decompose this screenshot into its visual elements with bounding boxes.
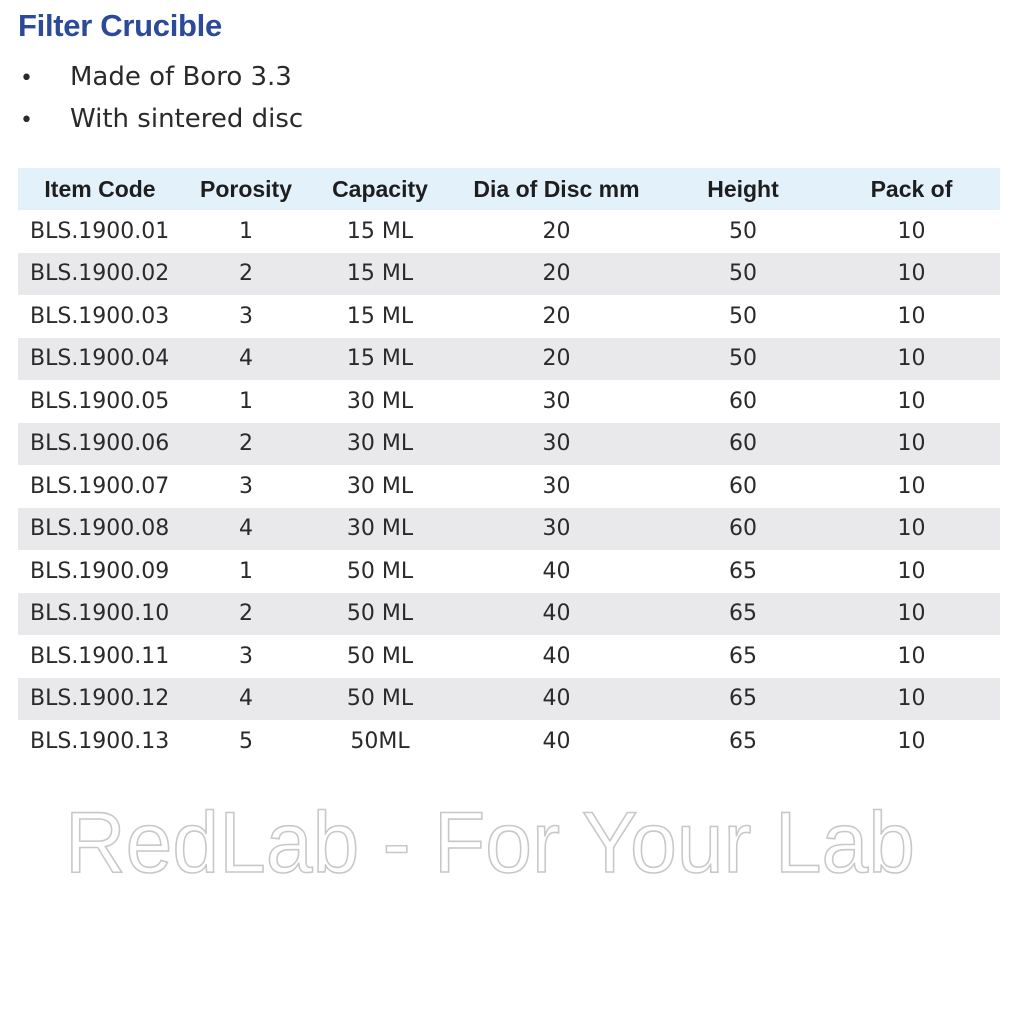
cell-height: 65: [663, 593, 823, 636]
cell-item-code: BLS.1900.10: [18, 593, 182, 636]
header-height: Height: [663, 168, 823, 210]
bullet-icon: •: [20, 108, 33, 133]
feature-text: With sintered disc: [70, 104, 304, 134]
cell-item-code: BLS.1900.12: [18, 678, 182, 721]
cell-disc-diameter: 40: [450, 593, 663, 636]
cell-pack-of: 10: [897, 728, 926, 754]
watermark-text: RedLab - For Your Lab: [65, 795, 915, 891]
table-row: [18, 295, 1000, 338]
cell-disc-diameter: 40: [450, 678, 663, 721]
cell-height: 65: [729, 558, 757, 584]
cell-item-code: BLS.1900.11: [30, 643, 170, 669]
cell-disc-diameter: 40: [542, 558, 571, 584]
cell-height: 65: [663, 678, 823, 721]
cell-disc-diameter: 20: [450, 338, 663, 381]
cell-pack-of: 10: [823, 253, 1000, 296]
cell-disc-diameter: 40: [542, 728, 571, 754]
cell-capacity: 15 ML: [346, 303, 414, 329]
cell-disc-diameter: 30: [450, 423, 663, 466]
cell-item-code: BLS.1900.03: [30, 303, 170, 329]
cell-height: 50: [729, 218, 757, 244]
watermark: [0, 790, 1024, 900]
bullet-icon: •: [20, 66, 33, 91]
cell-height: 65: [729, 728, 757, 754]
cell-item-code: BLS.1900.01: [30, 218, 170, 244]
cell-height: 60: [729, 388, 757, 414]
cell-disc-diameter: 20: [542, 303, 571, 329]
cell-capacity: 15 ML: [310, 338, 450, 381]
cell-disc-diameter: 20: [542, 218, 571, 244]
table-row: [18, 550, 1000, 593]
header-capacity: Capacity: [310, 168, 450, 210]
cell-pack-of: 10: [897, 643, 926, 669]
cell-porosity: 3: [239, 473, 253, 499]
table-row: [18, 338, 1000, 381]
cell-capacity: 50 ML: [346, 558, 414, 584]
cell-item-code: BLS.1900.13: [30, 728, 170, 754]
cell-pack-of: 10: [823, 678, 1000, 721]
table-row: [18, 253, 1000, 296]
table-row: [18, 423, 1000, 466]
cell-disc-diameter: 40: [542, 643, 571, 669]
cell-pack-of: 10: [897, 388, 926, 414]
cell-porosity: 1: [239, 218, 253, 244]
table-header-row: [18, 168, 1000, 210]
cell-item-code: BLS.1900.04: [18, 338, 182, 381]
table-row: [18, 635, 1000, 678]
product-table: [18, 168, 1000, 763]
cell-pack-of: 10: [823, 508, 1000, 551]
cell-height: 60: [663, 423, 823, 466]
cell-porosity: 4: [182, 678, 310, 721]
cell-porosity: 3: [239, 303, 253, 329]
cell-item-code: BLS.1900.02: [18, 253, 182, 296]
cell-capacity: 50 ML: [310, 678, 450, 721]
header-item-code: Item Code: [18, 168, 182, 210]
cell-item-code: BLS.1900.09: [30, 558, 170, 584]
feature-list: [18, 56, 303, 140]
cell-porosity: 2: [182, 593, 310, 636]
table-row: [18, 210, 1000, 253]
cell-porosity: 4: [182, 338, 310, 381]
header-porosity: Porosity: [182, 168, 310, 210]
cell-disc-diameter: 30: [542, 388, 571, 414]
cell-height: 50: [663, 253, 823, 296]
cell-pack-of: 10: [823, 593, 1000, 636]
page-title: Filter Crucible: [18, 8, 222, 43]
cell-item-code: BLS.1900.05: [30, 388, 170, 414]
cell-height: 50: [729, 303, 757, 329]
cell-porosity: 1: [239, 388, 253, 414]
cell-height: 60: [729, 473, 757, 499]
feature-item: [18, 98, 303, 140]
cell-capacity: 30 ML: [310, 508, 450, 551]
cell-porosity: 2: [182, 423, 310, 466]
cell-porosity: 3: [239, 643, 253, 669]
cell-capacity: 30 ML: [310, 423, 450, 466]
cell-disc-diameter: 30: [450, 508, 663, 551]
table-row: [18, 508, 1000, 551]
cell-porosity: 1: [239, 558, 253, 584]
cell-height: 65: [729, 643, 757, 669]
cell-capacity: 30 ML: [346, 388, 414, 414]
cell-height: 60: [663, 508, 823, 551]
cell-height: 50: [663, 338, 823, 381]
table-row: [18, 720, 1000, 763]
cell-capacity: 50ML: [350, 728, 410, 754]
header-disc-diameter: Dia of Disc mm: [450, 168, 663, 210]
cell-pack-of: 10: [897, 218, 926, 244]
cell-capacity: 50 ML: [346, 643, 414, 669]
cell-item-code: BLS.1900.06: [18, 423, 182, 466]
cell-pack-of: 10: [897, 303, 926, 329]
cell-capacity: 50 ML: [310, 593, 450, 636]
feature-item: [18, 56, 303, 98]
cell-item-code: BLS.1900.07: [30, 473, 170, 499]
header-pack-of: Pack of: [823, 168, 1000, 210]
cell-porosity: 4: [182, 508, 310, 551]
table-row: [18, 465, 1000, 508]
table-row: [18, 380, 1000, 423]
cell-pack-of: 10: [823, 423, 1000, 466]
cell-capacity: 15 ML: [346, 218, 414, 244]
cell-pack-of: 10: [897, 558, 926, 584]
feature-text: Made of Boro 3.3: [70, 62, 292, 92]
cell-capacity: 30 ML: [346, 473, 414, 499]
cell-disc-diameter: 30: [542, 473, 571, 499]
cell-capacity: 15 ML: [310, 253, 450, 296]
table-row: [18, 678, 1000, 721]
table-row: [18, 593, 1000, 636]
cell-porosity: 5: [239, 728, 253, 754]
cell-porosity: 2: [182, 253, 310, 296]
cell-item-code: BLS.1900.08: [18, 508, 182, 551]
cell-disc-diameter: 20: [450, 253, 663, 296]
cell-pack-of: 10: [823, 338, 1000, 381]
cell-pack-of: 10: [897, 473, 926, 499]
